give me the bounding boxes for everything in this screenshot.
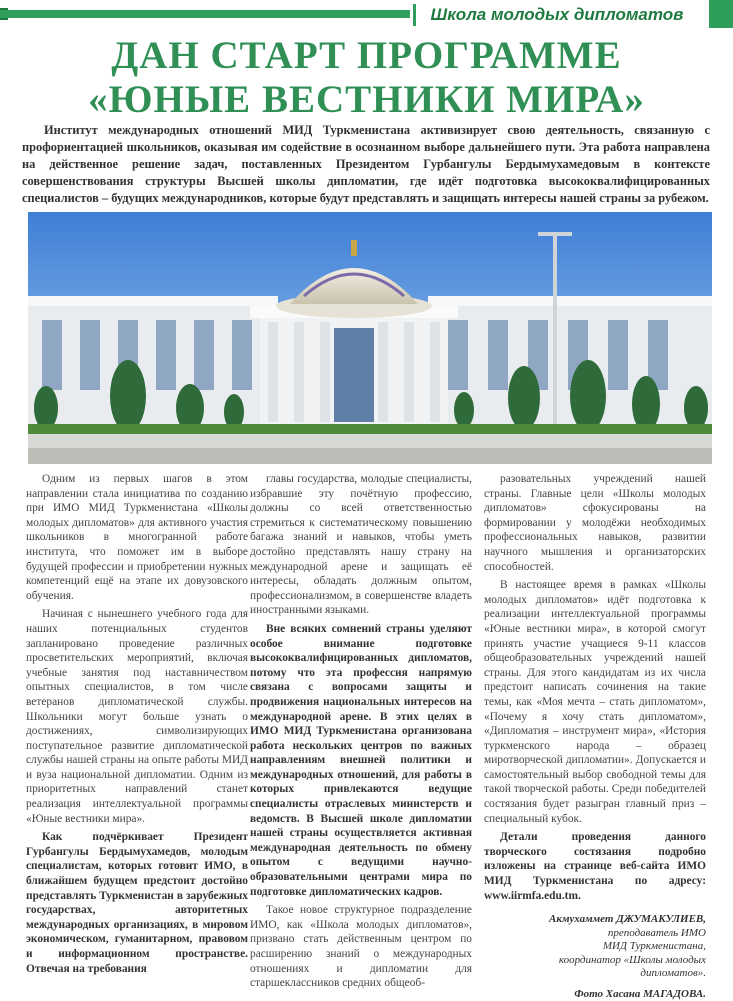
article-lead: Институт международных отношений МИД Туркменистана активизирует свою деятельность, связанную с профориентацией школьников, оказывая им содействие в осознанном выборе дальнейшего пути. Эта работа направлена на действенное решение задач, поставленных Президентом Гурбангулы Бердымухамедовым в контексте совершенствования структуры Высшей школы дипломатии, где идёт подготовка высококвалифицированных специалистов – будущих международников, которые будут представлять и защищать интересы нашей страны за рубежом.	[22, 123, 710, 205]
author-title: преподаватель ИМО	[607, 926, 706, 939]
paragraph: разовательных учреждений нашей страны. Главные цели «Школы молодых дипломатов» сфокусированы на формировании у молодёжи необходимых профессиональных навыков, развитии научного мышления и организаторских способностей.	[484, 473, 706, 573]
paragraph: Такое новое структурное подразделение ИМО, как «Школа молодых дипломатов», призвано стать действенным центром по расширению знаний о международных отношениях и дипломатии для старшеклассников средних общеоб-	[250, 904, 472, 990]
text-column-3	[484, 472, 706, 1001]
paragraph: главы государства, молодые специалисты, избравшие эту почётную профессию, должны со всей ответственностью стремиться к систематическому повышению багажа знаний и навыков, чтобы уметь достойно представлять нашу страну на международной арене и защищать её интересы, обладать должным опытом, профессионализмом, в совершенстве владеть иностранными языками.	[250, 473, 472, 617]
text-column-2	[250, 472, 472, 995]
author-title: МИД Туркменистана,	[602, 940, 706, 953]
photo-credit: Фото Хасана МАГАДОВА.	[574, 987, 706, 1000]
section-header-bar	[0, 0, 733, 28]
paragraph: В настоящее время в рамках «Школы молодых дипломатов» идёт подготовка к реализации интеллектуальной программы «Юные вестники мира», в которой смогут принять участие учащиеся 9-11 классов общеобразовательных учреждений нашей страны. Для этого кандидатам из их числа предстоит написать сочинения на такие темы, как «Моя мечта – стать дипломатом», «Почему я хочу стать дипломатом», «Дипломатия – инструмент мира», «История туркменского народа – образец миротворческой дипломатии». Допускается и самостоятельный выбор свободной темы для такой творческой работы. Среди победителей состязания будет разыгран главный приз – специальный кубок.	[484, 579, 706, 825]
section-label: Школа молодых дипломатов	[413, 4, 698, 26]
building-photo	[28, 212, 712, 464]
text-column-1	[26, 472, 248, 980]
article-title-line-2: «ЮНЫЕ ВЕСТНИКИ МИРА»	[88, 78, 645, 121]
author-name: Акмухаммет ДЖУМАКУЛИЕВ,	[549, 913, 706, 926]
paragraph: Вне всяких сомнений страны уделяют особое внимание подготовке высококвалифицированных дипломатов, потому что эта профессия напрямую связана с вопросами защиты и продвижения национальных интересов на международной арене. В этих целях в ИМО МИД Туркменистана организована работа нескольких центров по важных направлениям внешней политики и международных отношений, для работы в которых привлекаются ведущие специалисты отраслевых министерств и ведомств. В Высшей школе дипломатии нашей страны осуществляется активная международная деятельность по обмену опытом с ведущими научно-образовательными центрами мира по подготовке дипломатических кадров.	[250, 622, 472, 898]
paragraph: Как подчёркивает Президент Гурбангулы Бердымухамедов, молодым специалистам, которых готовит ИМО, в ближайшем будущем предстоит достойно представлять Туркменистан в зарубежных государствах, авторитетных международных организациях, в мировом экономическом, гуманитарном, правовом и информационном пространстве. Отвечая на требования	[26, 831, 248, 975]
header-bar-line	[0, 10, 410, 18]
paragraph-text: Детали проведения данного творческого состязания подробно изложены на странице веб-сайта ИМО МИД Туркменистана по адресу:	[484, 831, 706, 888]
paragraph: Начиная с нынешнего учебного года для наших потенциальных студентов запланировано проведение различных просветительских мероприятий, включая учебные занятия под наставничеством опытных специалистов, в том числе ветеранов дипломатической службы. Школьники могут больше узнать о достижениях, символизирующих поступательное развитие дипломатической службы нашей страны на опыте работы МИД и вуза национальной дипломатии. Одним из приоритетных направлений станет реализация интеллектуальной программы «Юные вестники мира».	[26, 608, 248, 825]
article-title-line-1: ДАН СТАРТ ПРОГРАММЕ	[111, 34, 622, 77]
author-signature	[484, 913, 706, 981]
header-bar-right-block	[709, 0, 733, 28]
website-link[interactable]: www.iirmfa.edu.tm.	[484, 889, 581, 902]
author-title: координатор «Школы молодых	[558, 953, 706, 966]
paragraph: Одним из первых шагов в этом направлении стала инициатива по созданию при ИМО МИД Туркменистана «Школы молодых дипломатов» для активного участия школьников в многогранной работе института, что поможет им в выборе будущей профессии и приобретении нужных компетенций ещё на этапе их довузовского обучения.	[26, 473, 248, 602]
paragraph	[484, 830, 706, 903]
building-photo-image	[28, 212, 712, 464]
author-title: дипломатов».	[640, 967, 706, 980]
article-title	[0, 34, 733, 122]
